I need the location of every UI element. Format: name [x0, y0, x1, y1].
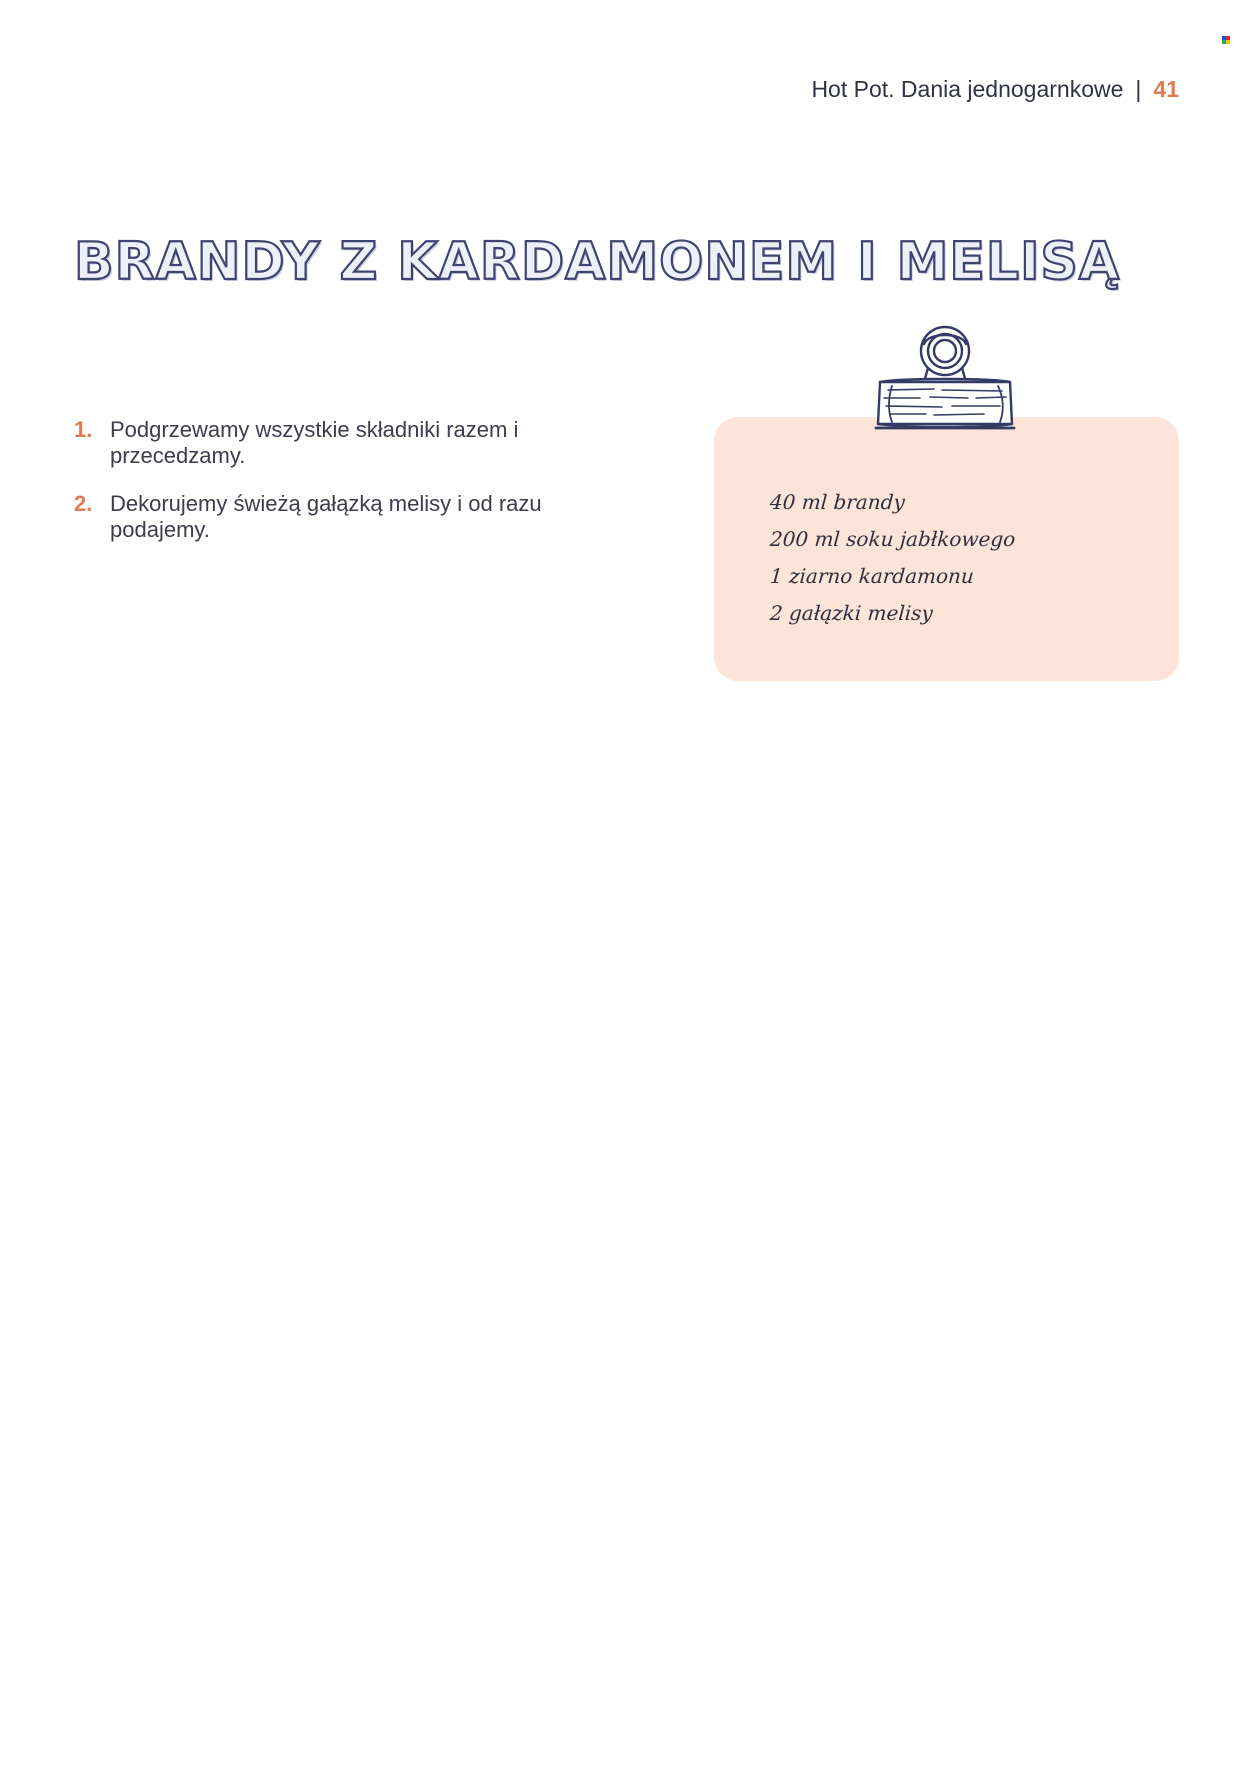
ingredient-item: 1 ziarno kardamonu [769, 564, 975, 588]
section-title: Hot Pot. Dania jednogarnkowe [811, 76, 1124, 102]
ingredient-item: 2 gałązki melisy [769, 601, 934, 625]
ingredient-item: 200 ml soku jabłkowego [769, 527, 1017, 551]
step-item [74, 491, 614, 543]
preparation-steps [74, 417, 614, 565]
running-header [811, 74, 1179, 104]
step-text: Podgrzewamy wszystkie składniki razem i przecedzamy. [110, 417, 519, 468]
color-registration-mark-icon [1222, 36, 1230, 44]
step-text: Dekorujemy świeżą gałązką melisy i od razu podajemy. [110, 491, 542, 542]
step-number: 2. [74, 491, 93, 516]
header-separator: | [1135, 76, 1142, 102]
step-item [74, 417, 614, 469]
ingredients-list [770, 484, 1015, 632]
recipe-title: BRANDY Z KARDAMONEM I MELISĄ [74, 232, 1121, 292]
binder-clip-icon [872, 324, 1018, 432]
step-number: 1. [74, 417, 93, 442]
page-number: 41 [1153, 76, 1179, 102]
ingredient-item: 40 ml brandy [769, 490, 906, 514]
